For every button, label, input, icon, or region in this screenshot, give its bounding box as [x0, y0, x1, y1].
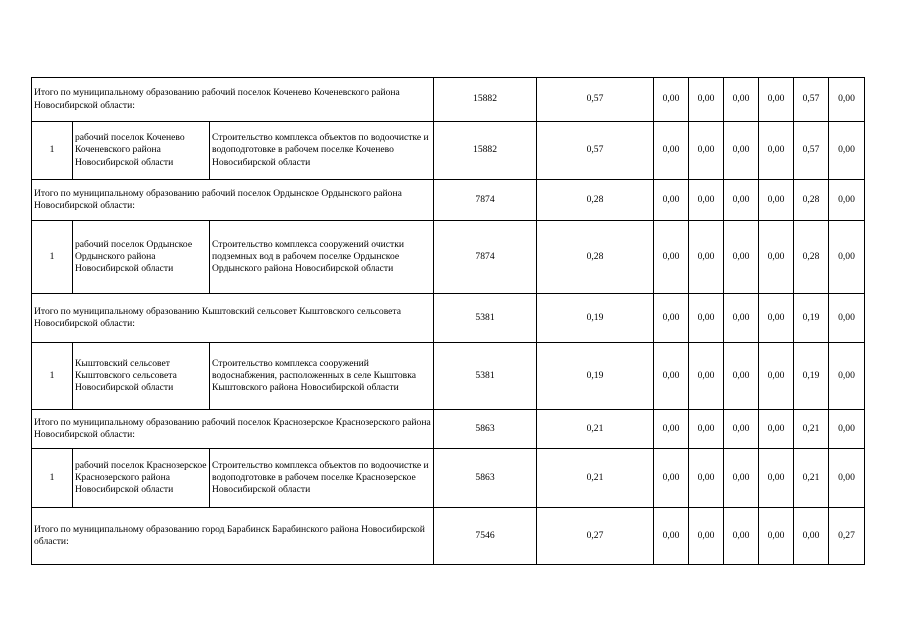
item-row	[32, 221, 865, 294]
year-value: 0,00	[829, 410, 865, 449]
year-value: 0,00	[829, 294, 865, 343]
year-value: 0,00	[689, 449, 724, 508]
year-value: 0,00	[724, 410, 759, 449]
amount-value: 7874	[434, 221, 537, 294]
year-value: 0,00	[759, 449, 794, 508]
total-label: Итого по муниципальному образованию город Барабинск Барабинского района Новосибирской области:	[32, 508, 434, 565]
year-value: 0,57	[794, 122, 829, 180]
budget-table	[31, 77, 865, 565]
row-number: 1	[32, 221, 73, 294]
object-name: Строительство комплекса сооружений водоснабжения, расположенных в селе Кыштовка Кыштовского района Новосибирской области	[210, 343, 434, 410]
year-value: 0,00	[794, 508, 829, 565]
year-value: 0,00	[759, 294, 794, 343]
year-value: 0,00	[724, 343, 759, 410]
year-value: 0,00	[759, 78, 794, 122]
total-row	[32, 180, 865, 221]
municipality-name: Кыштовский сельсовет Кыштовского сельсовета Новосибирской области	[73, 343, 210, 410]
year-value: 0,00	[689, 180, 724, 221]
year-value: 0,00	[829, 343, 865, 410]
total-row	[32, 78, 865, 122]
year-value: 0,00	[724, 78, 759, 122]
year-value: 0,00	[654, 343, 689, 410]
municipality-name: рабочий поселок Краснозерское Краснозерского района Новосибирской области	[73, 449, 210, 508]
share-value: 0,28	[537, 180, 654, 221]
year-value: 0,00	[724, 508, 759, 565]
year-value: 0,28	[794, 180, 829, 221]
year-value: 0,00	[654, 78, 689, 122]
municipality-name: рабочий поселок Ордынское Ордынского района Новосибирской области	[73, 221, 210, 294]
share-value: 0,27	[537, 508, 654, 565]
item-row	[32, 449, 865, 508]
year-value: 0,00	[654, 294, 689, 343]
object-name: Строительство комплекса объектов по водоочистке и водоподготовке в рабочем поселке Краснозерское Новосибирской области	[210, 449, 434, 508]
year-value: 0,27	[829, 508, 865, 565]
year-value: 0,00	[689, 508, 724, 565]
year-value: 0,00	[654, 122, 689, 180]
year-value: 0,00	[654, 508, 689, 565]
item-row	[32, 122, 865, 180]
row-number: 1	[32, 449, 73, 508]
object-name: Строительство комплекса сооружений очистки подземных вод в рабочем поселке Ордынское Ордынского района Новосибирской области	[210, 221, 434, 294]
year-value: 0,00	[759, 410, 794, 449]
amount-value: 5381	[434, 294, 537, 343]
year-value: 0,00	[724, 294, 759, 343]
total-label: Итого по муниципальному образованию рабочий поселок Ордынское Ордынского района Новосибирской области:	[32, 180, 434, 221]
table-body	[32, 78, 865, 565]
total-row	[32, 410, 865, 449]
share-value: 0,21	[537, 449, 654, 508]
row-number: 1	[32, 122, 73, 180]
amount-value: 5863	[434, 410, 537, 449]
year-value: 0,00	[759, 180, 794, 221]
share-value: 0,28	[537, 221, 654, 294]
year-value: 0,00	[689, 122, 724, 180]
item-row	[32, 343, 865, 410]
year-value: 0,00	[829, 78, 865, 122]
total-label: Итого по муниципальному образованию рабочий поселок Коченево Коченевского района Новосибирской области:	[32, 78, 434, 122]
year-value: 0,00	[759, 122, 794, 180]
year-value: 0,00	[829, 180, 865, 221]
year-value: 0,00	[829, 449, 865, 508]
year-value: 0,21	[794, 449, 829, 508]
share-value: 0,57	[537, 78, 654, 122]
year-value: 0,00	[689, 410, 724, 449]
year-value: 0,00	[689, 221, 724, 294]
total-label: Итого по муниципальному образованию Кыштовский сельсовет Кыштовского сельсовета Новосибирской области:	[32, 294, 434, 343]
row-number: 1	[32, 343, 73, 410]
year-value: 0,57	[794, 78, 829, 122]
year-value: 0,00	[689, 343, 724, 410]
amount-value: 15882	[434, 122, 537, 180]
year-value: 0,21	[794, 410, 829, 449]
year-value: 0,00	[829, 221, 865, 294]
total-row	[32, 294, 865, 343]
year-value: 0,00	[724, 221, 759, 294]
year-value: 0,00	[689, 78, 724, 122]
year-value: 0,00	[759, 508, 794, 565]
share-value: 0,19	[537, 343, 654, 410]
total-row	[32, 508, 865, 565]
year-value: 0,00	[829, 122, 865, 180]
municipality-name: рабочий поселок Коченево Коченевского района Новосибирской области	[73, 122, 210, 180]
year-value: 0,00	[654, 180, 689, 221]
year-value: 0,00	[724, 449, 759, 508]
year-value: 0,00	[654, 221, 689, 294]
object-name: Строительство комплекса объектов по водоочистке и водоподготовке в рабочем поселке Коченево Новосибирской области	[210, 122, 434, 180]
year-value: 0,00	[724, 180, 759, 221]
year-value: 0,00	[724, 122, 759, 180]
amount-value: 5863	[434, 449, 537, 508]
amount-value: 15882	[434, 78, 537, 122]
year-value: 0,00	[759, 343, 794, 410]
year-value: 0,00	[654, 449, 689, 508]
year-value: 0,19	[794, 343, 829, 410]
amount-value: 7546	[434, 508, 537, 565]
amount-value: 5381	[434, 343, 537, 410]
share-value: 0,19	[537, 294, 654, 343]
year-value: 0,00	[654, 410, 689, 449]
share-value: 0,57	[537, 122, 654, 180]
amount-value: 7874	[434, 180, 537, 221]
year-value: 0,28	[794, 221, 829, 294]
year-value: 0,00	[759, 221, 794, 294]
year-value: 0,19	[794, 294, 829, 343]
total-label: Итого по муниципальному образованию рабочий поселок Краснозерское Краснозерского района Новосибирской области:	[32, 410, 434, 449]
year-value: 0,00	[689, 294, 724, 343]
share-value: 0,21	[537, 410, 654, 449]
